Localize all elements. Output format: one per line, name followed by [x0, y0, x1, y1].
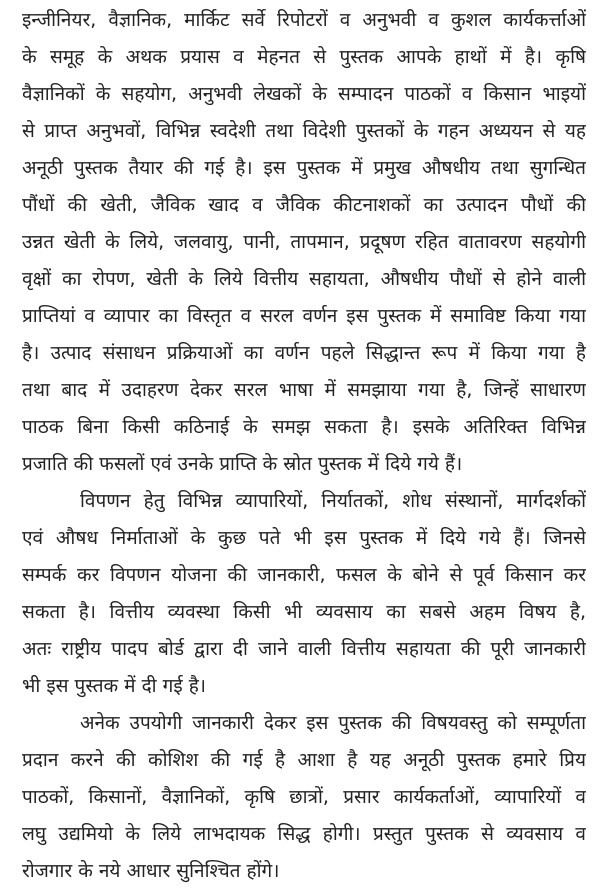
- text-line: है। उत्पाद संसाधन प्रक्रियाओं का वर्णन पहले सिद्धान्त रूप में किया गया है: [22, 342, 586, 364]
- text-line: प्रजाति की फसलों एवं उनके प्राप्ति के स्रोत पुस्तक में दिये गये हैं।: [22, 453, 463, 475]
- text-line: अनेक उपयोगी जानकारी देकर इस पुस्तक की विषयवस्तु को सम्पूर्णता: [80, 712, 586, 734]
- text-line: तथा बाद में उदाहरण देकर सरल भाषा में समझाया गया है, जिन्हें साधारण: [22, 379, 586, 401]
- text-line: सम्पर्क कर विपणन योजना की जानकारी, फसल के बोने से पूर्व किसान कर: [22, 564, 586, 586]
- text-line: के समूह के अथक प्रयास व मेहनत से पुस्तक आपके हाथों में है। कृषि: [22, 46, 586, 68]
- text-line: पौंधों की खेती, जैविक खाद व जैविक कीटनाशकों का उत्पादन पौधों की: [22, 194, 586, 216]
- text-line: इन्जीनियर, वैज्ञानिक, मार्किट सर्वे रिपोटरों व अनुभवी व कुशल कार्यकर्त्ताओं: [22, 9, 586, 31]
- text-line: सकता है। वित्तीय व्यवस्था किसी भी व्यवसाय का सबसे अहम विषय है,: [22, 601, 586, 623]
- document-page: [22, 2, 586, 890]
- text-line: भी इस पुस्तक में दी गई है।: [22, 675, 206, 697]
- text-line: उन्नत खेती के लिये, जलवायु, पानी, तापमान, प्रदूषण रहित वातावरण सहयोगी: [22, 231, 586, 253]
- text-line: एवं औषध निर्माताओं के कुछ पते भी इस पुस्तक में दिये गये हैं। जिनसे: [22, 527, 586, 549]
- text-line: अनूठी पुस्तक तैयार की गई है। इस पुस्तक में प्रमुख औषधीय तथा सुगन्धित: [22, 157, 586, 179]
- text-line: से प्राप्त अनुभवों, विभिन्न स्वदेशी तथा विदेशी पुस्तकों के गहन अध्ययन से यह: [22, 120, 586, 142]
- text-line: वैज्ञानिकों के सहयोग, अनुभवी लेखकों के सम्पादन पाठकों व किसान भाइयों: [22, 83, 586, 105]
- text-line: अतः राष्ट्रीय पादप बोर्ड द्वारा दी जाने वाली वित्तीय सहायता की पूरी जानकारी: [22, 638, 586, 660]
- text-line: रोजगार के नये आधार सुनिश्चित होंगे।: [22, 860, 280, 882]
- text-line: वृक्षों का रोपण, खेती के लिये वित्तीय सहायता, औषधीय पौधों से होने वाली: [22, 268, 586, 290]
- text-line: पाठक बिना किसी कठिनाई के समझ सकता है। इसके अतिरिक्त विभिन्न: [22, 416, 586, 438]
- text-line: लघु उद्यमियो के लिये लाभदायक सिद्ध होगी। प्रस्तुत पुस्तक से व्यवसाय व: [22, 823, 586, 845]
- text-line: विपणन हेतु विभिन्न व्यापारियों, निर्यातकों, शोध संस्थानों, मार्गदर्शकों: [80, 490, 586, 512]
- text-line: पाठकों, किसानों, वैज्ञानिकों, कृषि छात्रों, प्रसार कार्यकर्ताओं, व्यापारियों व: [22, 786, 586, 808]
- text-line: प्रदान करने की कोशिश की गई है आशा है यह अनूठी पुस्तक हमारे प्रिय: [22, 749, 586, 771]
- text-line: प्राप्तियां व व्यापार का विस्तृत व सरल वर्णन इस पुस्तक में समाविष्ट किया गया: [22, 305, 586, 327]
